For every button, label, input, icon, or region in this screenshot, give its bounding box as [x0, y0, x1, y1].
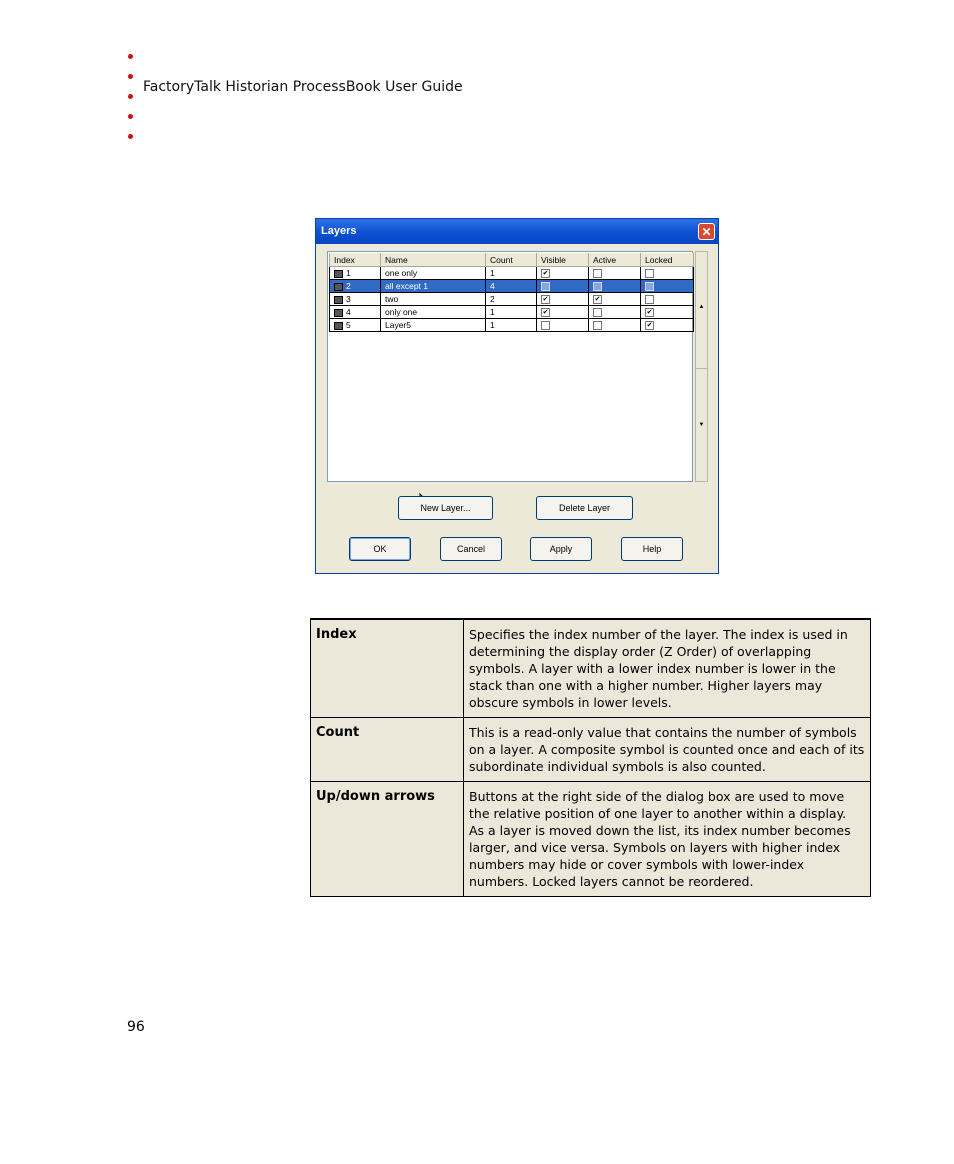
column-header-locked[interactable]: Locked — [641, 253, 694, 267]
visible-cell — [537, 319, 589, 332]
dialog-title: Layers — [321, 225, 357, 237]
locked-checkbox[interactable] — [645, 295, 654, 304]
definition-description: Specifies the index number of the layer. The index is used in determining the display order (Z Order) of overlapping symbols. A layer with a lower index number is lower in the stack than one with a higher number. Higher layers may obscure symbols in lower levels. — [464, 619, 871, 718]
definition-row — [311, 718, 871, 782]
layer-row[interactable] — [330, 293, 694, 306]
header-bullet — [128, 94, 133, 99]
layer-index: 4 — [346, 307, 351, 317]
layer-icon — [334, 283, 343, 291]
index-cell — [330, 267, 381, 280]
definitions-table — [310, 618, 871, 897]
active-checkbox[interactable] — [593, 269, 602, 278]
header-bullet — [128, 134, 133, 139]
ok-button[interactable]: OK — [349, 537, 411, 561]
active-cell — [589, 293, 641, 306]
locked-cell — [641, 280, 694, 293]
index-cell — [330, 306, 381, 319]
layer-index: 3 — [346, 294, 351, 304]
active-checkbox[interactable] — [593, 321, 602, 330]
column-header-index[interactable]: Index — [330, 253, 381, 267]
visible-cell — [537, 293, 589, 306]
name-cell[interactable]: only one — [381, 306, 486, 319]
active-cell — [589, 267, 641, 280]
index-cell — [330, 293, 381, 306]
layer-row[interactable] — [330, 280, 694, 293]
new-layer-button[interactable]: New Layer... — [398, 496, 493, 520]
delete-layer-button[interactable]: Delete Layer — [536, 496, 633, 520]
layer-row[interactable] — [330, 306, 694, 319]
visible-cell — [537, 306, 589, 319]
visible-cell — [537, 267, 589, 280]
move-up-arrow-icon[interactable]: ▲ — [698, 304, 705, 310]
index-cell — [330, 319, 381, 332]
visible-checkbox[interactable] — [541, 321, 550, 330]
layers-table — [329, 253, 694, 332]
active-cell — [589, 280, 641, 293]
active-cell — [589, 306, 641, 319]
locked-checkbox[interactable]: ✔ — [646, 322, 653, 330]
cancel-button[interactable]: Cancel — [440, 537, 502, 561]
count-cell: 1 — [486, 267, 537, 280]
definition-description: This is a read-only value that contains the number of symbols on a layer. A composite symbol is counted once and each of its subordinate individual symbols is also counted. — [464, 718, 871, 782]
locked-checkbox[interactable] — [645, 282, 654, 291]
name-cell[interactable]: all except 1 — [381, 280, 486, 293]
layers-header-row — [330, 253, 694, 267]
column-header-name[interactable]: Name — [381, 253, 486, 267]
move-down-arrow-icon[interactable]: ▼ — [698, 422, 705, 428]
layer-index: 1 — [346, 268, 351, 278]
layer-row[interactable] — [330, 319, 694, 332]
definition-term: Index — [311, 619, 464, 718]
help-button[interactable]: Help — [621, 537, 683, 561]
visible-cell — [537, 280, 589, 293]
definition-row — [311, 782, 871, 897]
close-icon[interactable]: ✕ — [698, 223, 715, 240]
definition-row — [311, 619, 871, 718]
layer-icon — [334, 322, 343, 330]
dialog-titlebar — [316, 219, 718, 244]
layer-icon — [334, 309, 343, 317]
column-header-visible[interactable]: Visible — [537, 253, 589, 267]
locked-cell — [641, 267, 694, 280]
visible-checkbox[interactable]: ✔ — [542, 309, 549, 317]
header-bullet — [128, 74, 133, 79]
apply-button[interactable]: Apply — [530, 537, 592, 561]
scrollbar-divider — [696, 368, 707, 369]
locked-checkbox[interactable] — [645, 269, 654, 278]
layer-icon — [334, 296, 343, 304]
count-cell: 1 — [486, 319, 537, 332]
locked-cell — [641, 306, 694, 319]
active-checkbox[interactable]: ✔ — [594, 296, 601, 304]
column-header-active[interactable]: Active — [589, 253, 641, 267]
layer-order-scrollbar[interactable] — [695, 251, 708, 482]
active-cell — [589, 319, 641, 332]
definition-term: Up/down arrows — [311, 782, 464, 897]
name-cell[interactable]: Layer5 — [381, 319, 486, 332]
visible-checkbox[interactable]: ✔ — [542, 270, 549, 278]
active-checkbox[interactable] — [593, 282, 602, 291]
count-cell: 4 — [486, 280, 537, 293]
layer-index: 5 — [346, 320, 351, 330]
column-header-count[interactable]: Count — [486, 253, 537, 267]
visible-checkbox[interactable] — [541, 282, 550, 291]
layers-dialog — [315, 218, 719, 574]
definition-term: Count — [311, 718, 464, 782]
locked-checkbox[interactable]: ✔ — [646, 309, 653, 317]
name-cell[interactable]: two — [381, 293, 486, 306]
count-cell: 1 — [486, 306, 537, 319]
page-number: 96 — [127, 1019, 145, 1035]
header-bullet — [128, 114, 133, 119]
index-cell — [330, 280, 381, 293]
active-checkbox[interactable] — [593, 308, 602, 317]
locked-cell — [641, 319, 694, 332]
locked-cell — [641, 293, 694, 306]
layer-icon — [334, 270, 343, 278]
count-cell: 2 — [486, 293, 537, 306]
layers-grid[interactable] — [327, 251, 693, 482]
definition-description: Buttons at the right side of the dialog box are used to move the relative position of one layer to another within a display. As a layer is moved down the list, its index number becomes larger, and vice versa. Symbols on layers with higher index numbers may hide or cover symbols with lower-index numbers. Locked layers cannot be reordered. — [464, 782, 871, 897]
header-bullet — [128, 54, 133, 59]
name-cell[interactable]: one only — [381, 267, 486, 280]
guide-title: FactoryTalk Historian ProcessBook User Guide — [143, 79, 463, 95]
layer-index: 2 — [346, 281, 351, 291]
visible-checkbox[interactable]: ✔ — [542, 296, 549, 304]
layer-row[interactable] — [330, 267, 694, 280]
